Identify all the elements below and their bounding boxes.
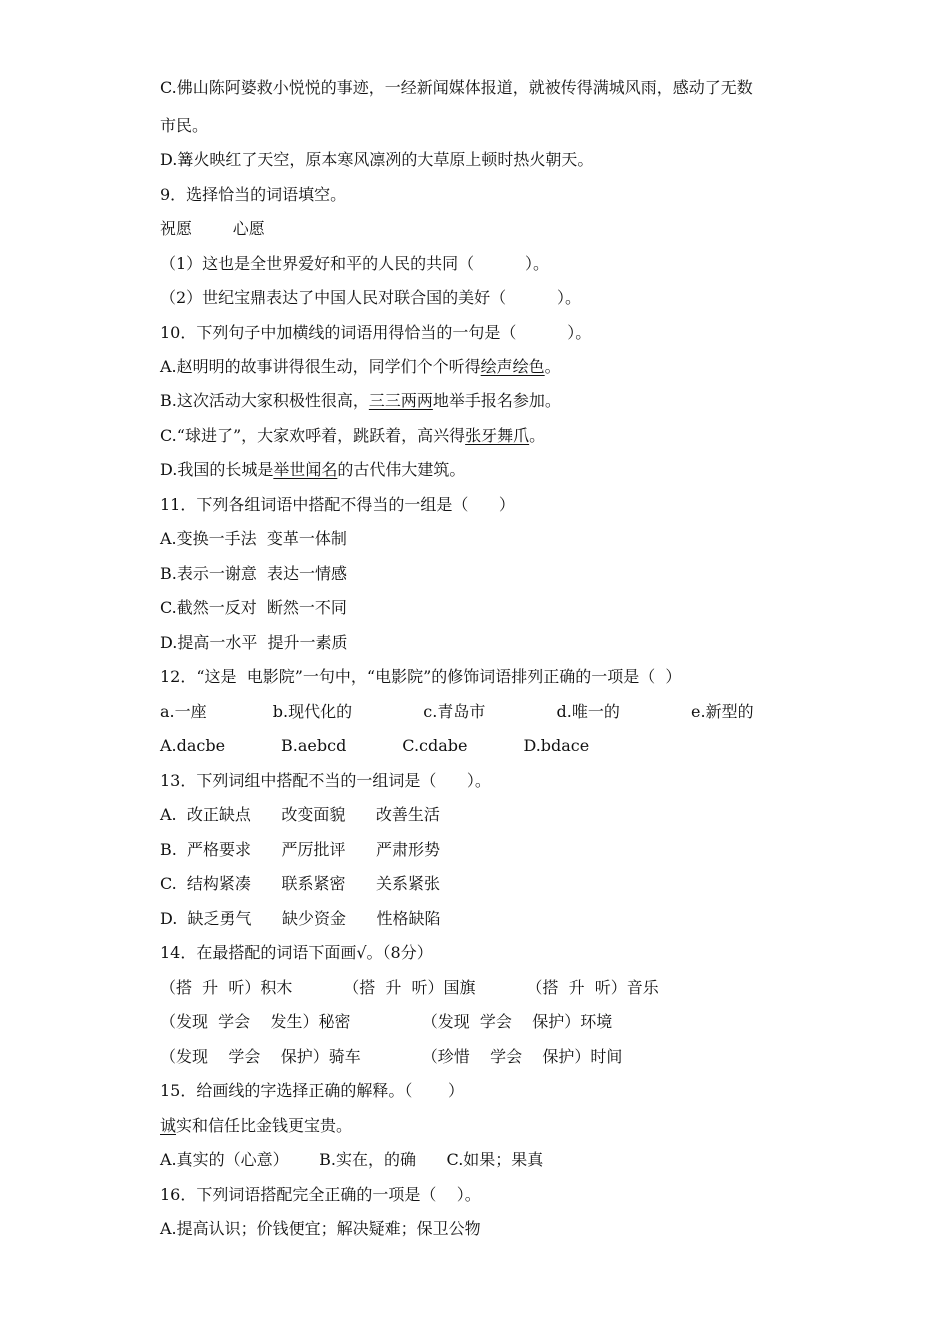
q10-a-underlined: 绘声绘色	[480, 357, 545, 376]
q12-title: 12．“这是 电影院”一句中，“电影院”的修饰词语排列正确的一项是（ ）	[160, 667, 682, 686]
q10-c-text: C.“球进了”，大家欢呼着，跳跃着，高兴得	[160, 426, 466, 445]
q13-option-c: C. 结构紧凑 联系紧密 关系紧张	[160, 874, 440, 893]
q10-b-text: B.这次活动大家积极性很高，	[160, 391, 369, 410]
q11-option-b: B.表示一谢意 表达一情感	[160, 564, 348, 583]
q9-item-2: （2）世纪宝鼎表达了中国人民对联合国的美好（ ）。	[160, 288, 582, 307]
q10-option-b	[160, 391, 561, 411]
q13-title: 13．下列词组中搭配不当的一组词是（ ）。	[160, 771, 491, 790]
q9-word-choices: 祝愿 心愿	[160, 219, 265, 238]
q15-sentence	[160, 1116, 352, 1136]
q10-d-underlined: 举世闻名	[273, 460, 338, 479]
q15-title: 15．给画线的字选择正确的解释。（ ）	[160, 1081, 464, 1100]
q10-c-end: 。	[529, 426, 546, 445]
q8-option-c-line1: C.佛山陈阿婆救小悦悦的事迹，一经新闻媒体报道，就被传得满城风雨，感动了无数	[160, 78, 753, 97]
q11-title: 11．下列各组词语中搭配不得当的一组是（ ）	[160, 495, 515, 514]
q8-option-d: D.篝火映红了天空，原本寒风凛冽的大草原上顿时热火朝天。	[160, 150, 594, 169]
q11-option-a: A.变换一手法 变革一体制	[160, 529, 347, 548]
q15-underlined-char: 诚	[160, 1116, 177, 1135]
q10-b-end: 地举手报名参加。	[432, 391, 561, 410]
q10-option-a	[160, 357, 561, 377]
q10-d-end: 的古代伟大建筑。	[337, 460, 466, 479]
q12-options: A.dacbe B.aebcd C.cdabe D.bdace	[160, 736, 590, 755]
q10-title: 10．下列句子中加横线的词语用得恰当的一句是（ ）。	[160, 323, 592, 342]
q8-option-c-line2: 市民。	[160, 116, 209, 135]
q13-option-a: A. 改正缺点 改变面貌 改善生活	[160, 805, 440, 824]
q13-option-d: D. 缺乏勇气 缺少资金 性格缺陷	[160, 909, 441, 928]
q9-title: 9．选择恰当的词语填空。	[160, 185, 347, 204]
q10-b-underlined: 三三两两	[368, 391, 433, 410]
q10-option-c	[160, 426, 545, 446]
q11-option-c: C.截然一反对 断然一不同	[160, 598, 347, 617]
q10-c-underlined: 张牙舞爪	[465, 426, 530, 445]
q14-title: 14．在最搭配的词语下面画√。（8分）	[160, 943, 433, 962]
q14-row-1: （搭 升 听）积木 （搭 升 听）国旗 （搭 升 听）音乐	[160, 978, 659, 997]
q14-row-3: （发现 学会 保护）骑车 （珍惜 学会 保护）时间	[160, 1047, 623, 1066]
q9-item-1: （1）这也是全世界爱好和平的人民的共同（ ）。	[160, 254, 550, 273]
q16-option-a: A.提高认识；价钱便宜；解决疑难；保卫公物	[160, 1219, 481, 1238]
q16-title: 16．下列词语搭配完全正确的一项是（ ）。	[160, 1185, 481, 1204]
q11-option-d: D.提高一水平 提升一素质	[160, 633, 348, 652]
q10-d-text: D.我国的长城是	[160, 460, 274, 479]
q13-option-b: B. 严格要求 严厉批评 严肃形势	[160, 840, 441, 859]
q10-a-text: A.赵明明的故事讲得很生动，同学们个个听得	[160, 357, 481, 376]
q10-a-end: 。	[544, 357, 561, 376]
q15-options: A.真实的（心意） B.实在，的确 C.如果；果真	[160, 1150, 544, 1169]
q14-row-2: （发现 学会 发生）秘密 （发现 学会 保护）环境	[160, 1012, 613, 1031]
q15-sentence-rest: 实和信任比金钱更宝贵。	[176, 1116, 353, 1135]
q10-option-d	[160, 460, 465, 480]
q12-modifiers: a.一座 b.现代化的 c.青岛市 d.唯一的 e.新型的	[160, 702, 754, 721]
